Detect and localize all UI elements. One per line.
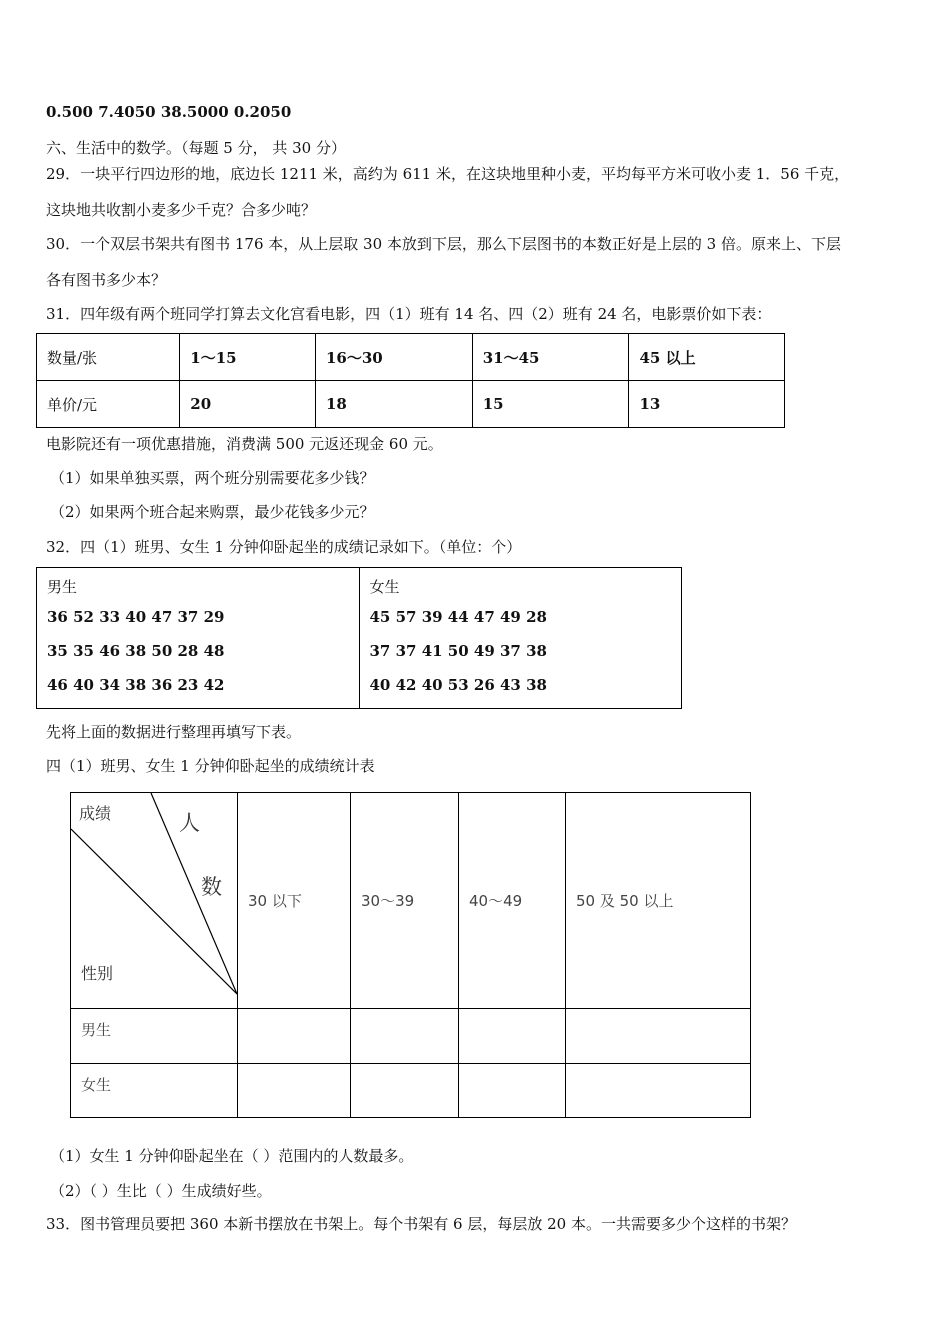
diag-people-label: 人 xyxy=(179,811,200,835)
table-row xyxy=(37,381,785,428)
table-row xyxy=(37,568,682,709)
stat-table-title: 四（1）班男、女生 1 分钟仰卧起坐的成绩统计表 xyxy=(46,757,375,775)
table-row xyxy=(71,1009,751,1064)
q31-intro: 31．四年级有两个班同学打算去文化宫看电影，四（1）班有 14 名、四（2）班有 24 名，电影票价如下表： xyxy=(46,305,772,323)
range-cell: 1～15 xyxy=(180,334,316,381)
empty-cell xyxy=(566,1064,751,1118)
diag-score-label: 成绩 xyxy=(79,804,112,823)
girls-row: 45 57 39 44 47 49 28 xyxy=(369,608,547,626)
q32-sub2: （2）（ ）生比（ ）生成绩好些。 xyxy=(50,1182,272,1200)
column-header: 50 及 50 以上 xyxy=(566,793,751,1009)
table-row xyxy=(71,793,751,1009)
answer-line: 0.500 7.4050 38.5000 0.2050 xyxy=(46,103,292,121)
price-cell: 13 xyxy=(629,381,785,428)
table-row xyxy=(71,1064,751,1118)
q31-note: 电影院还有一项优惠措施，消费满 500 元返还现金 60 元。 xyxy=(46,435,443,453)
row-header-girls: 女生 xyxy=(71,1064,238,1118)
q29-line2: 这块地共收割小麦多少千克？合多少吨？ xyxy=(46,201,317,219)
q31-sub2: （2）如果两个班合起来购票，最少花钱多少元？ xyxy=(50,503,375,521)
boys-row: 46 40 34 38 36 23 42 xyxy=(47,676,225,694)
boys-row: 35 35 46 38 50 28 48 xyxy=(47,642,225,660)
girls-label: 女生 xyxy=(369,578,400,596)
empty-cell xyxy=(238,1064,351,1118)
q30-line2: 各有图书多少本？ xyxy=(46,271,167,289)
row-header-boys: 男生 xyxy=(71,1009,238,1064)
quantity-header: 数量/张 xyxy=(37,334,180,381)
range-cell: 31～45 xyxy=(472,334,629,381)
column-header: 30 以下 xyxy=(238,793,351,1009)
column-header: 30～39 xyxy=(351,793,459,1009)
range-cell: 45 以上 xyxy=(629,334,785,381)
empty-cell xyxy=(459,1064,566,1118)
empty-cell xyxy=(566,1009,751,1064)
price-header: 单价/元 xyxy=(37,381,180,428)
empty-cell xyxy=(351,1009,459,1064)
score-record-table xyxy=(36,567,682,709)
q32-sub1: （1）女生 1 分钟仰卧起坐在（ ）范围内的人数最多。 xyxy=(50,1147,414,1165)
q32-instruction: 先将上面的数据进行整理再填写下表。 xyxy=(46,723,302,741)
score-statistics-table xyxy=(70,792,751,1118)
diag-gender-label: 性别 xyxy=(81,964,114,983)
q30-line1: 30．一个双层书架共有图书 176 本，从上层取 30 本放到下层，那么下层图书的本数正好是上层的 3 倍。原来上、下层 xyxy=(46,235,841,253)
empty-cell xyxy=(459,1009,566,1064)
girls-cell xyxy=(359,568,682,709)
price-cell: 18 xyxy=(315,381,472,428)
diag-count-label: 数 xyxy=(201,875,222,899)
girls-row: 40 42 40 53 26 43 38 xyxy=(369,676,547,694)
range-cell: 16～30 xyxy=(315,334,472,381)
boys-cell xyxy=(37,568,360,709)
empty-cell xyxy=(351,1064,459,1118)
price-cell: 20 xyxy=(180,381,316,428)
q32-intro: 32．四（1）班男、女生 1 分钟仰卧起坐的成绩记录如下。（单位：个） xyxy=(46,538,522,556)
column-header: 40～49 xyxy=(459,793,566,1009)
empty-cell xyxy=(238,1009,351,1064)
section-title: 六、生活中的数学。（每题 5 分， 共 30 分） xyxy=(46,139,346,157)
boys-row: 36 52 33 40 47 37 29 xyxy=(47,608,225,626)
q29-line1: 29．一块平行四边形的地，底边长 1211 米，高约为 611 米，在这块地里种小麦，平均每平方米可收小麦 1．56 千克， xyxy=(46,165,850,183)
q33-line: 33．图书管理员要把 360 本新书摆放在书架上。每个书架有 6 层，每层放 20 本。一共需要多少个这样的书架？ xyxy=(46,1215,796,1233)
price-cell: 15 xyxy=(472,381,629,428)
table-row xyxy=(37,334,785,381)
girls-row: 37 37 41 50 49 37 38 xyxy=(369,642,547,660)
ticket-price-table xyxy=(36,333,785,428)
diagonal-header-cell xyxy=(71,793,238,1009)
boys-label: 男生 xyxy=(47,578,78,596)
q31-sub1: （1）如果单独买票，两个班分别需要花多少钱？ xyxy=(50,469,375,487)
